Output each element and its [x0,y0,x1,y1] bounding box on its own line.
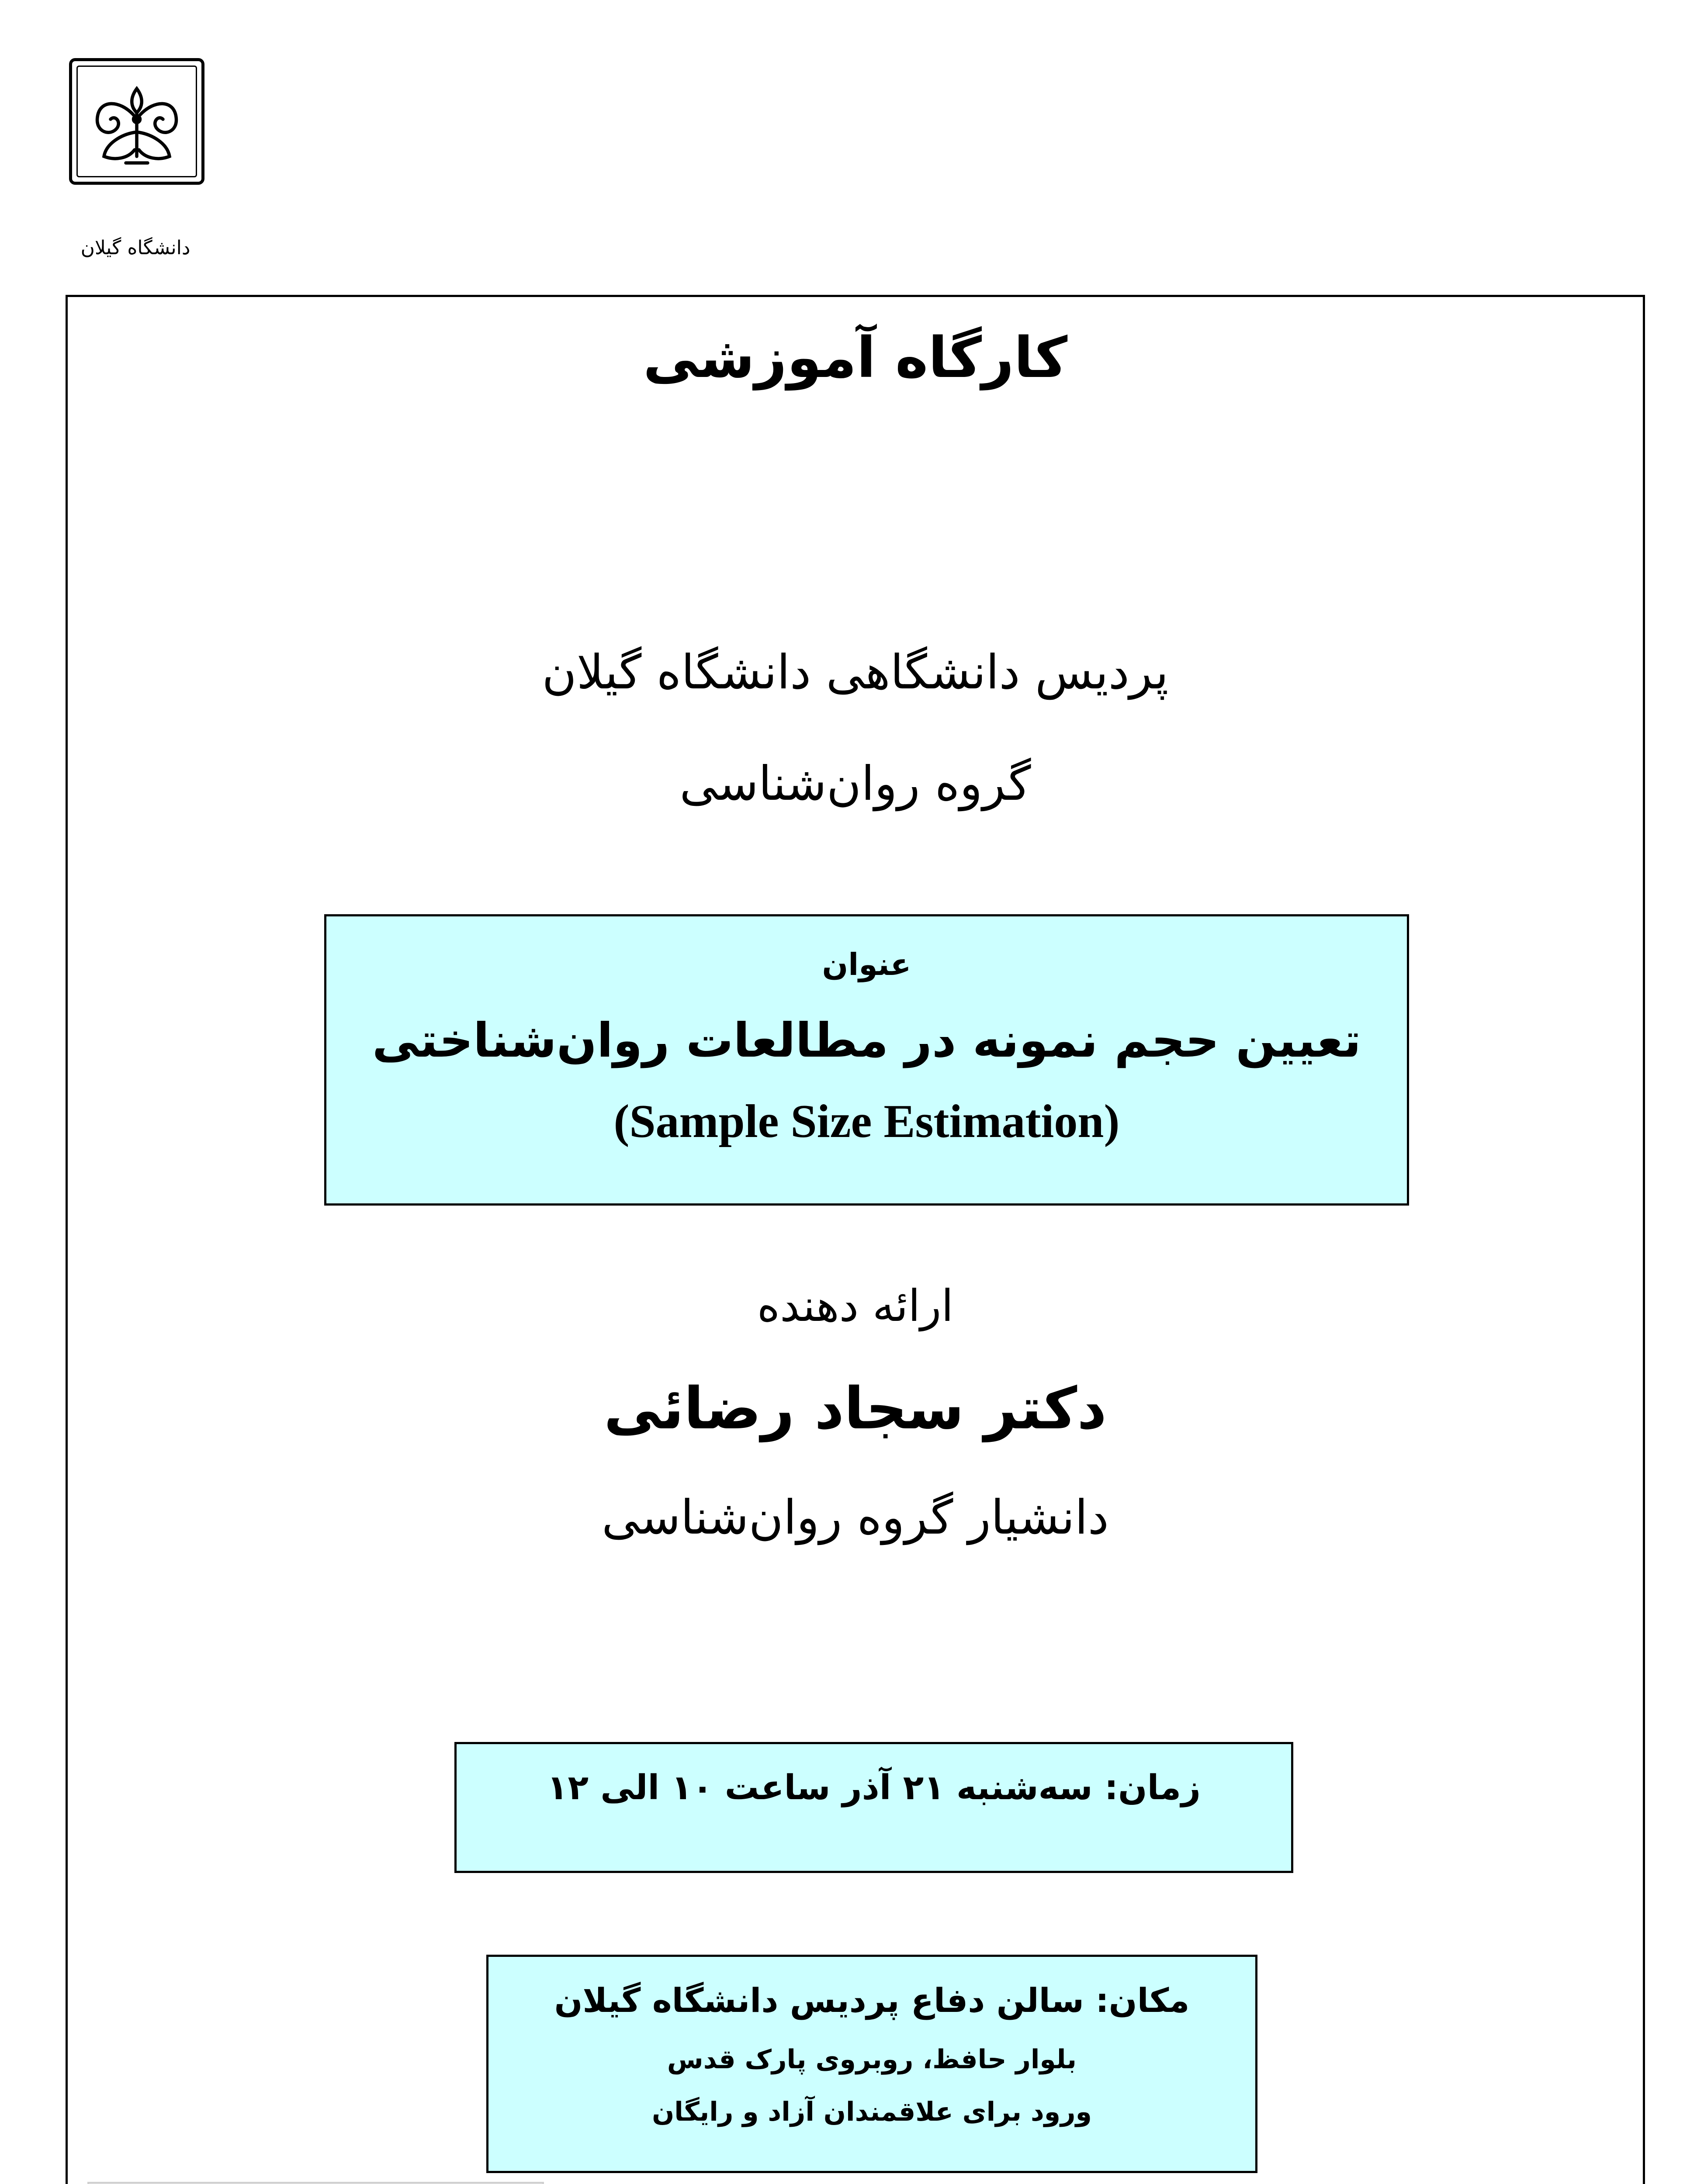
topic-title-fa: تعیین حجم نمونه در مطالعات روان‌شناختی [372,1013,1361,1068]
university-emblem-icon [76,66,197,177]
place-venue: مکان: سالن دفاع پردیس دانشگاه گیلان [554,1981,1190,2020]
emblem-drawing [78,67,196,176]
campus-name: پردیس دانشگاهی دانشگاه گیلان [542,645,1169,700]
university-logo [69,58,204,185]
place-address: بلوار حافظ، روبروی پارک قدس [667,2044,1077,2075]
place-entry-note: ورود برای علاقمندان آزاد و رایگان [652,2097,1092,2127]
certificate-badge [87,2182,544,2184]
topic-label: عنوان [822,947,911,982]
poster-title: کارگاه آموزشی [643,325,1068,390]
topic-box [324,914,1409,1206]
university-caption: دانشگاه گیلان [80,237,190,259]
department-name: گروه روان‌شناسی [679,757,1031,811]
presenter-role: دانشیار گروه روان‌شناسی [602,1490,1109,1545]
time-text: زمان: سه‌شنبه ۲۱ آذر ساعت ۱۰ الی ۱۲ [547,1768,1201,1807]
poster-frame [66,295,1645,2184]
presenter-label: ارائه دهنده [757,1280,954,1331]
presenter-name: دکتر سجاد رضائی [604,1375,1107,1442]
place-box [486,1955,1257,2173]
topic-title-en: (Sample Size Estimation) [613,1095,1120,1147]
time-box [454,1742,1293,1873]
